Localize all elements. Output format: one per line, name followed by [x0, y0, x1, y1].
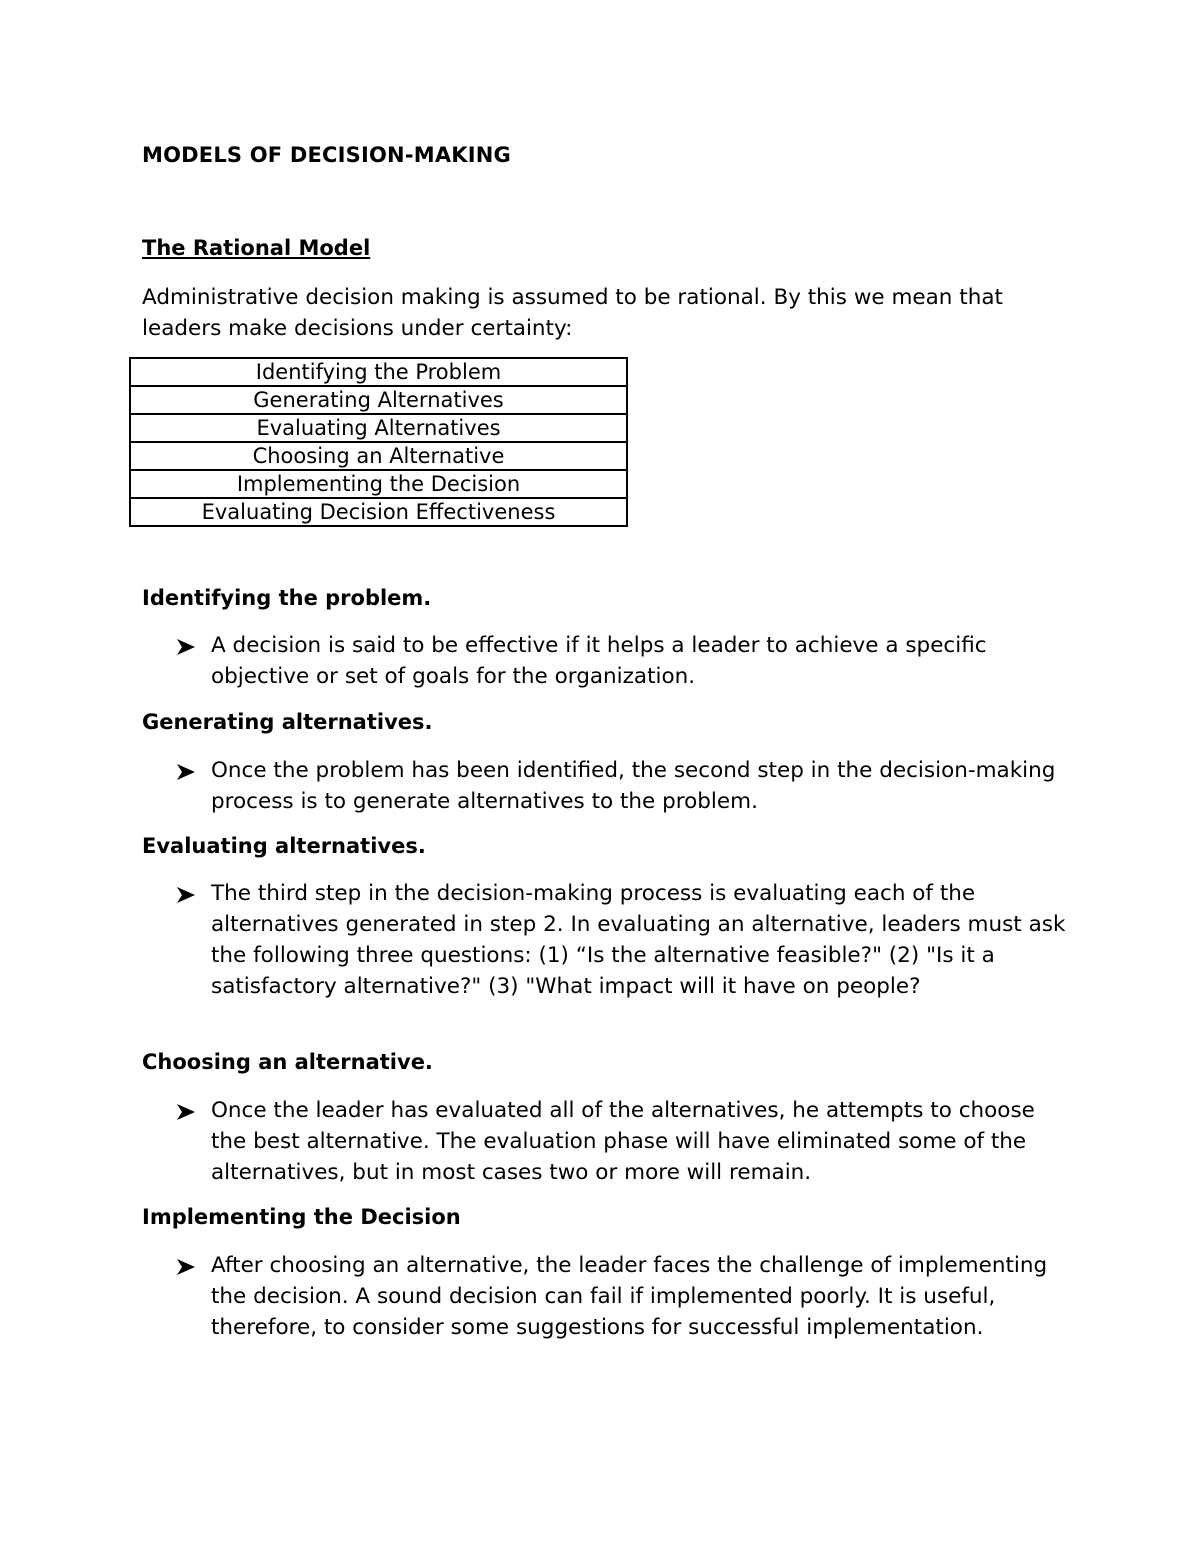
table-row: [130, 442, 627, 470]
table-row: [130, 358, 627, 386]
table-cell: Implementing the Decision: [130, 470, 627, 498]
table-row: [130, 498, 627, 526]
arrowhead-bullet-icon: [176, 631, 200, 662]
step-heading: Evaluating alternatives.: [142, 834, 426, 858]
bullet-item: [176, 878, 1071, 1002]
arrowhead-bullet-icon: [176, 879, 200, 910]
table-row: [130, 470, 627, 498]
bullet-text: After choosing an alternative, the leader faces the challenge of implementing the decision. A sound decision can fail if implemented poorly. It is useful, therefore, to consider some suggestions for successful implementation.: [211, 1253, 1048, 1340]
table-cell: Evaluating Alternatives: [130, 414, 627, 442]
bullet-item: [176, 630, 1071, 692]
arrowhead-bullet-icon: [176, 1251, 200, 1282]
bullet-text: Once the leader has evaluated all of the alternatives, he attempts to choose the best alternative. The evaluation phase will have eliminated some of the alternatives, but in most cases two or more will remain.: [211, 1098, 1035, 1185]
table-cell: Generating Alternatives: [130, 386, 627, 414]
section-title: The Rational Model: [142, 236, 371, 260]
process-steps-table: [129, 357, 628, 527]
table-cell: Choosing an Alternative: [130, 442, 627, 470]
table-cell: Identifying the Problem: [130, 358, 627, 386]
step-heading: Generating alternatives.: [142, 710, 433, 734]
document-title: MODELS OF DECISION-MAKING: [142, 143, 511, 167]
intro-paragraph: Administrative decision making is assumed to be rational. By this we mean that leaders make decisions under certainty:: [142, 285, 1003, 341]
bullet-item: [176, 1250, 1071, 1343]
table-cell: Evaluating Decision Effectiveness: [130, 498, 627, 526]
step-heading: Choosing an alternative.: [142, 1050, 433, 1074]
table-row: [130, 414, 627, 442]
step-heading: Implementing the Decision: [142, 1205, 461, 1229]
bullet-text: Once the problem has been identified, the second step in the decision-making process is to generate alternatives to the problem.: [211, 758, 1056, 814]
table-row: [130, 386, 627, 414]
arrowhead-bullet-icon: [176, 1096, 200, 1127]
bullet-item: [176, 1095, 1071, 1188]
arrowhead-bullet-icon: [176, 756, 200, 787]
bullet-item: [176, 755, 1071, 817]
bullet-text: A decision is said to be effective if it helps a leader to achieve a specific objective or set of goals for the organization.: [211, 633, 987, 689]
step-heading: Identifying the problem.: [142, 586, 432, 610]
bullet-text: The third step in the decision-making process is evaluating each of the alternatives generated in step 2. In evaluating an alternative, leaders must ask the following three questions: (1) “Is the alternative feasible?" (2) "Is it a satisfactory alternative?" (3) "What impact will it have on people?: [211, 881, 1066, 999]
